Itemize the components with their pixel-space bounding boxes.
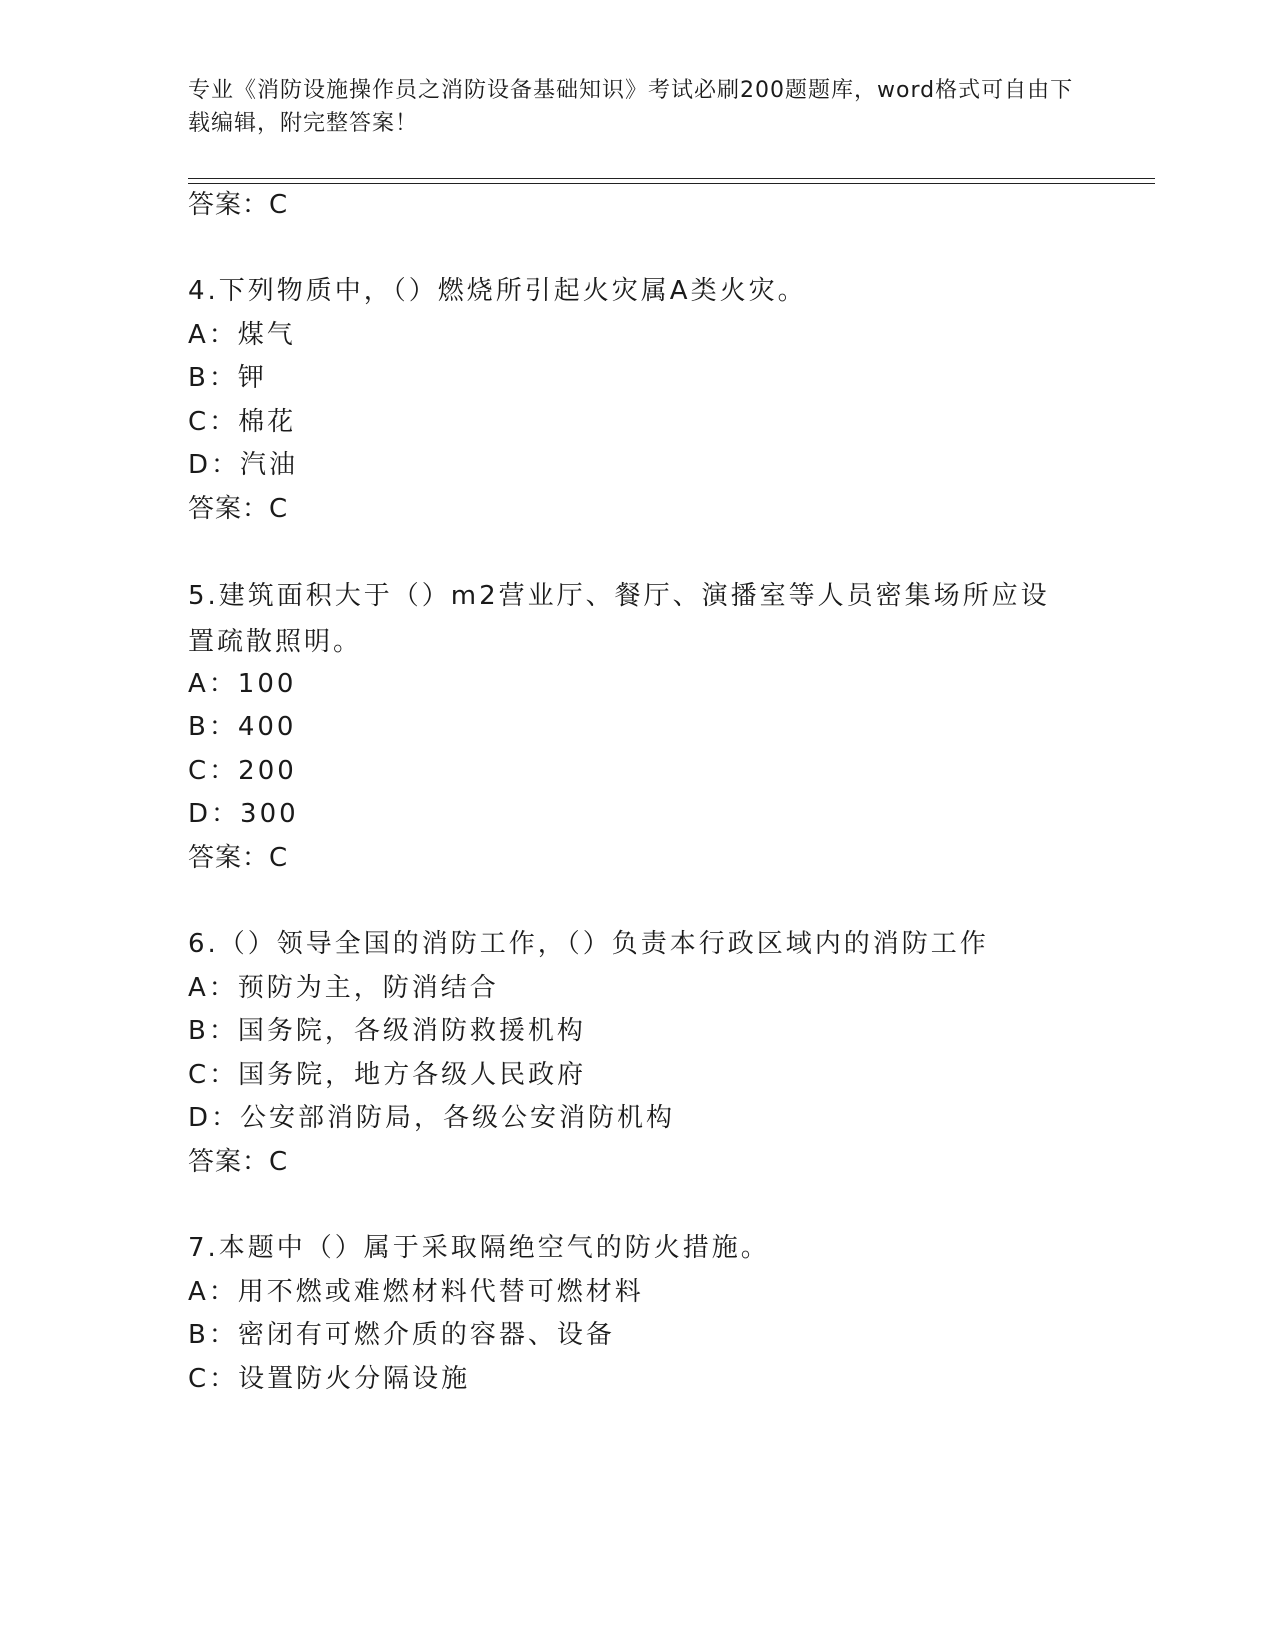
question-7-option-a: A：用不燃或难燃材料代替可燃材料 [188,1277,644,1307]
question-7: 7.本题中（）属于采取隔绝空气的防火措施。 [188,1233,770,1263]
question-4-option-a: A：煤气 [188,320,296,350]
question-6-option-a: A：预防为主，防消结合 [188,973,499,1003]
question-4: 4.下列物质中，（）燃烧所引起火灾属A类火灾。 [188,276,807,306]
question-4-option-b: B：钾 [188,363,267,393]
header-rule-top [188,178,1155,179]
question-5: 5.建筑面积大于（）m2营业厅、餐厅、演播室等人员密集场所应设置疏散照明。 [188,581,1050,657]
question-6-option-d: D：公安部消防局，各级公安消防机构 [188,1103,676,1133]
question-4-option-c: C：棉花 [188,407,297,437]
question-5-option-b: B：400 [188,712,297,742]
answer-5: 答案：C [188,843,289,873]
question-6-option-c: C：国务院，地方各级人民政府 [188,1060,587,1090]
question-7-option-b: B：密闭有可燃介质的容器、设备 [188,1320,615,1350]
question-5-option-c: C：200 [188,756,297,786]
question-6: 6.（）领导全国的消防工作，（）负责本行政区域内的消防工作 [188,929,989,959]
question-6-option-b: B：国务院，各级消防救援机构 [188,1016,586,1046]
answer-6: 答案：C [188,1147,289,1177]
question-7-option-c: C：设置防火分隔设施 [188,1364,471,1394]
document-header: 专业《消防设施操作员之消防设备基础知识》考试必刷200题题库，word格式可自由下载编辑，附完整答案！ [188,78,1074,136]
answer-4: 答案：C [188,494,289,524]
answer-3: 答案：C [188,190,289,220]
question-4-option-d: D：汽油 [188,450,299,480]
header-rule-bottom [188,183,1155,184]
question-5-option-d: D：300 [188,799,299,829]
question-5-option-a: A：100 [188,669,297,699]
